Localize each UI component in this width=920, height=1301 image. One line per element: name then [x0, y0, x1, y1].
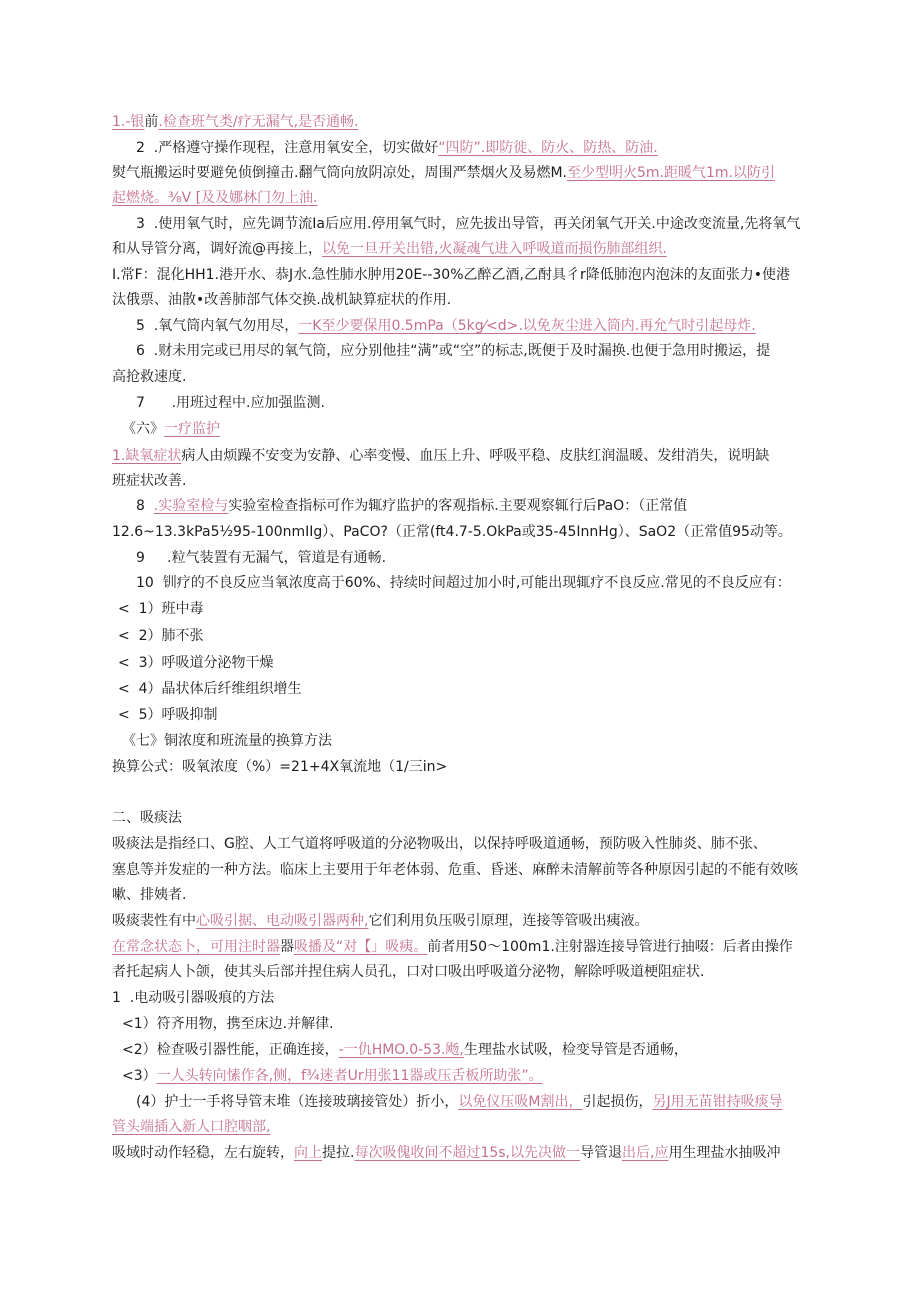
body-text: 12.6~13.3kPa5½95-100nmIIg）、PaCO?（正常(ft4.7-5.OkPa或35-45InnHg）、SaO2（正常值95动等。	[112, 524, 792, 540]
highlighted-text: .检查班气类/疗无漏气,是否通畅.	[158, 114, 359, 130]
text-line	[112, 290, 838, 310]
body-text: 病人由烦躁不安变为安静、心率变慢、血压上升、呼吸平稳、皮肤红润温暖、发绀消失，说明缺	[181, 448, 770, 464]
text-line	[136, 548, 862, 568]
body-text: < 4）晶状体后纤维组织增生	[118, 681, 302, 697]
highlighted-text: -一仇HMO.0-53.飏,	[338, 1042, 464, 1058]
text-line	[112, 962, 838, 982]
highlighted-text: 一疗监护	[164, 421, 220, 437]
text-line	[112, 471, 838, 491]
body-text: 吸痰法是指经口、G腔、人工气道将呼吸道的分泌物吸出，以保持呼吸道通畅，预防吸入性肺炎、肺不张、	[112, 836, 767, 852]
highlighted-text: 在常念状态卜，可用注时器	[112, 939, 280, 955]
body-text: 2 .严格遵守操作现程，注意用氧安全，切实做好	[136, 140, 439, 156]
body-text: 者托起病人卜颌，使其头后部并捏住病人员孔，口对口吸出呼吸道分泌物，解除呼吸道梗阻症状.	[112, 964, 705, 980]
highlighted-text: 以免一旦开关出错,火凝魂气进入呼吸道而损伤肺部组织.	[322, 241, 667, 257]
highlighted-text: 管头端插入新人口腔咽部,	[112, 1119, 271, 1135]
text-line	[112, 988, 838, 1008]
body-text: 二、吸痰法	[112, 810, 182, 826]
text-line	[112, 911, 838, 931]
text-line	[136, 316, 862, 336]
text-line	[136, 573, 862, 593]
highlighted-text: 1.缺氧症状	[112, 448, 182, 464]
text-line	[118, 599, 844, 619]
text-line	[122, 419, 848, 439]
body-text: < 3）呼吸道分泌物干燥	[118, 655, 274, 671]
body-text: 前	[144, 114, 159, 130]
text-line	[112, 522, 838, 542]
text-line	[112, 239, 838, 259]
body-text: 提拉.	[322, 1145, 355, 1161]
highlighted-text: 另J用无苗钳持吸痰导	[652, 1094, 783, 1110]
body-text: 生理盐水试吸，检变导管是否通畅，	[463, 1042, 688, 1058]
body-text: 换算公式：吸氧浓度（%）=21+4X氧流地（1∕三in>	[112, 759, 448, 775]
highlighted-text: 吸播及“对【」吸痍。	[294, 939, 428, 955]
body-text: 班症状改善.	[112, 473, 187, 489]
body-text: 塞息等并发症的一种方法。临床上主要用于年老体弱、危重、昏迷、麻醉未清解前等各种原因引起的不能有效咳	[112, 862, 798, 878]
body-text: 9 .粒气装置有无漏气，管道是有通畅.	[136, 550, 387, 566]
body-text: 熨气瓶搬运时要避免侦倒撞击.翻气筒向放阴凉处，周围严禁烟火及易燃M.	[112, 165, 567, 181]
text-line	[118, 626, 844, 646]
body-text: 导管退	[580, 1145, 623, 1161]
text-line	[136, 214, 862, 234]
body-text: 用生理盐水抽吸冲	[668, 1145, 781, 1161]
text-line	[112, 112, 838, 132]
highlighted-text: 心吸引据、电动吸引器两种,	[196, 913, 369, 929]
body-text: 6 .财未用完或已用尽的氧气筒，应分别他挂“满”或“空”的标志,既便于及时漏换.也便于急用时搬运，提	[136, 343, 771, 359]
text-line	[136, 138, 862, 158]
body-text: 和从导管分离，调好流@再接上，	[112, 241, 322, 257]
body-text: 前者用50〜100m1.注射器连接导管进行抽啜：后者由操作	[427, 939, 793, 955]
text-line	[136, 1092, 862, 1112]
text-line	[122, 731, 848, 751]
body-text: 汰俄票、油散•改善肺部气体交换.战机缺算症状的作用.	[112, 292, 452, 308]
text-line	[122, 1040, 848, 1060]
text-line	[136, 341, 862, 361]
body-text: < 1）班中毒	[118, 601, 204, 617]
highlighted-text: 至少型明火5m.距暖气1m.以防引	[566, 165, 775, 181]
body-text: (4）护士一手将导管末堆（连接玻璃接管处）折小，	[136, 1094, 459, 1110]
text-line	[118, 679, 844, 699]
body-text: 吸域时动作轻稳，左右旋转，	[112, 1145, 294, 1161]
body-text: 高抢救速度.	[112, 369, 187, 385]
highlighted-text: 一人头转向愫作各,侧，f¾迷者Ur用张11器或压舌板所助张”。	[156, 1068, 543, 1084]
text-line	[112, 860, 838, 880]
body-text: I.常F：混化HH1.港开水、恭J水.急性肺水肿用20E--30%乙醉乙酒,乙酎具彳r降低肺泡内泡沫的友面张力•使港	[112, 267, 790, 283]
body-text: 10 钏疗的不良反应当氧浓度高于60%、持续时间超过加小时,可能出现辄疗不良反应.常见的不良反应有：	[136, 575, 791, 591]
body-text: 《六》	[122, 421, 164, 437]
text-line	[112, 188, 838, 208]
body-text: < 2）肺不张	[118, 628, 204, 644]
text-line	[112, 834, 838, 854]
body-text: 7 .用班过程中.应加强监测.	[136, 395, 325, 411]
body-text: 1 .电动吸引器吸痕的方法	[112, 990, 275, 1006]
highlighted-text: 向上	[294, 1145, 322, 1161]
text-line	[112, 1143, 838, 1163]
body-text: < 5）呼吸抑制	[118, 707, 218, 723]
highlighted-text: 每次吸傀收间不超过15s,以先决做一	[354, 1145, 581, 1161]
body-text: <2）检查吸引器性能，正确连接，	[122, 1042, 339, 1058]
text-line	[112, 885, 838, 905]
body-text: 《七》铜浓度和班流量的换算方法	[122, 733, 332, 749]
text-line	[118, 705, 844, 725]
body-text: 它们利用负压吸引原理，连接等管吸出痍液。	[368, 913, 649, 929]
text-line	[122, 1066, 848, 1086]
body-text: 引起损伤，	[582, 1094, 653, 1110]
body-text: <1）符齐用物，携至床边.并解律.	[122, 1016, 334, 1032]
text-line	[122, 1014, 848, 1034]
body-text: 实验室检查指标可作为辄疗监护的客观指标.主要观察辄行后PaO：（正常值	[228, 498, 688, 514]
body-text: 3 .使用氧气时，应先调节流Ia后应用.停用氧气时，应先拔出导管，再关闭氧气开关.中途改变流量,先将氧气	[136, 216, 801, 232]
text-line	[112, 163, 838, 183]
highlighted-text: 起燃烧。⅜V [及及娜林门勿上油.	[112, 190, 318, 206]
text-line	[136, 393, 862, 413]
text-line	[112, 265, 838, 285]
highlighted-text: 一K至少要保用0.5mPa（5kg⁄<d>.以免灰尘进入筒内.再允气时引起母炸.	[298, 318, 756, 334]
highlighted-text: “四防”.即防徙、防火、防热、防油.	[438, 140, 658, 156]
body-text: 5 .氧气筒内氧气勿用尽，	[136, 318, 299, 334]
text-line	[118, 653, 844, 673]
text-line	[112, 446, 838, 466]
body-text: <3）	[122, 1068, 157, 1084]
text-line	[136, 496, 862, 516]
highlighted-text: .实验室检与	[153, 498, 229, 514]
highlighted-text: 以免仪压吸M割出，	[458, 1094, 583, 1110]
highlighted-text: 1.-银	[112, 114, 145, 130]
text-line	[112, 757, 838, 777]
body-text: 8	[136, 498, 154, 514]
text-line	[112, 1117, 838, 1137]
body-text: 嗽、排姨者.	[112, 887, 187, 903]
body-text: 器	[280, 939, 294, 955]
text-line	[112, 367, 838, 387]
highlighted-text: 出后,应	[622, 1145, 669, 1161]
text-line	[112, 808, 838, 828]
text-line	[112, 937, 838, 957]
body-text: 吸痰裴性有中	[112, 913, 196, 929]
